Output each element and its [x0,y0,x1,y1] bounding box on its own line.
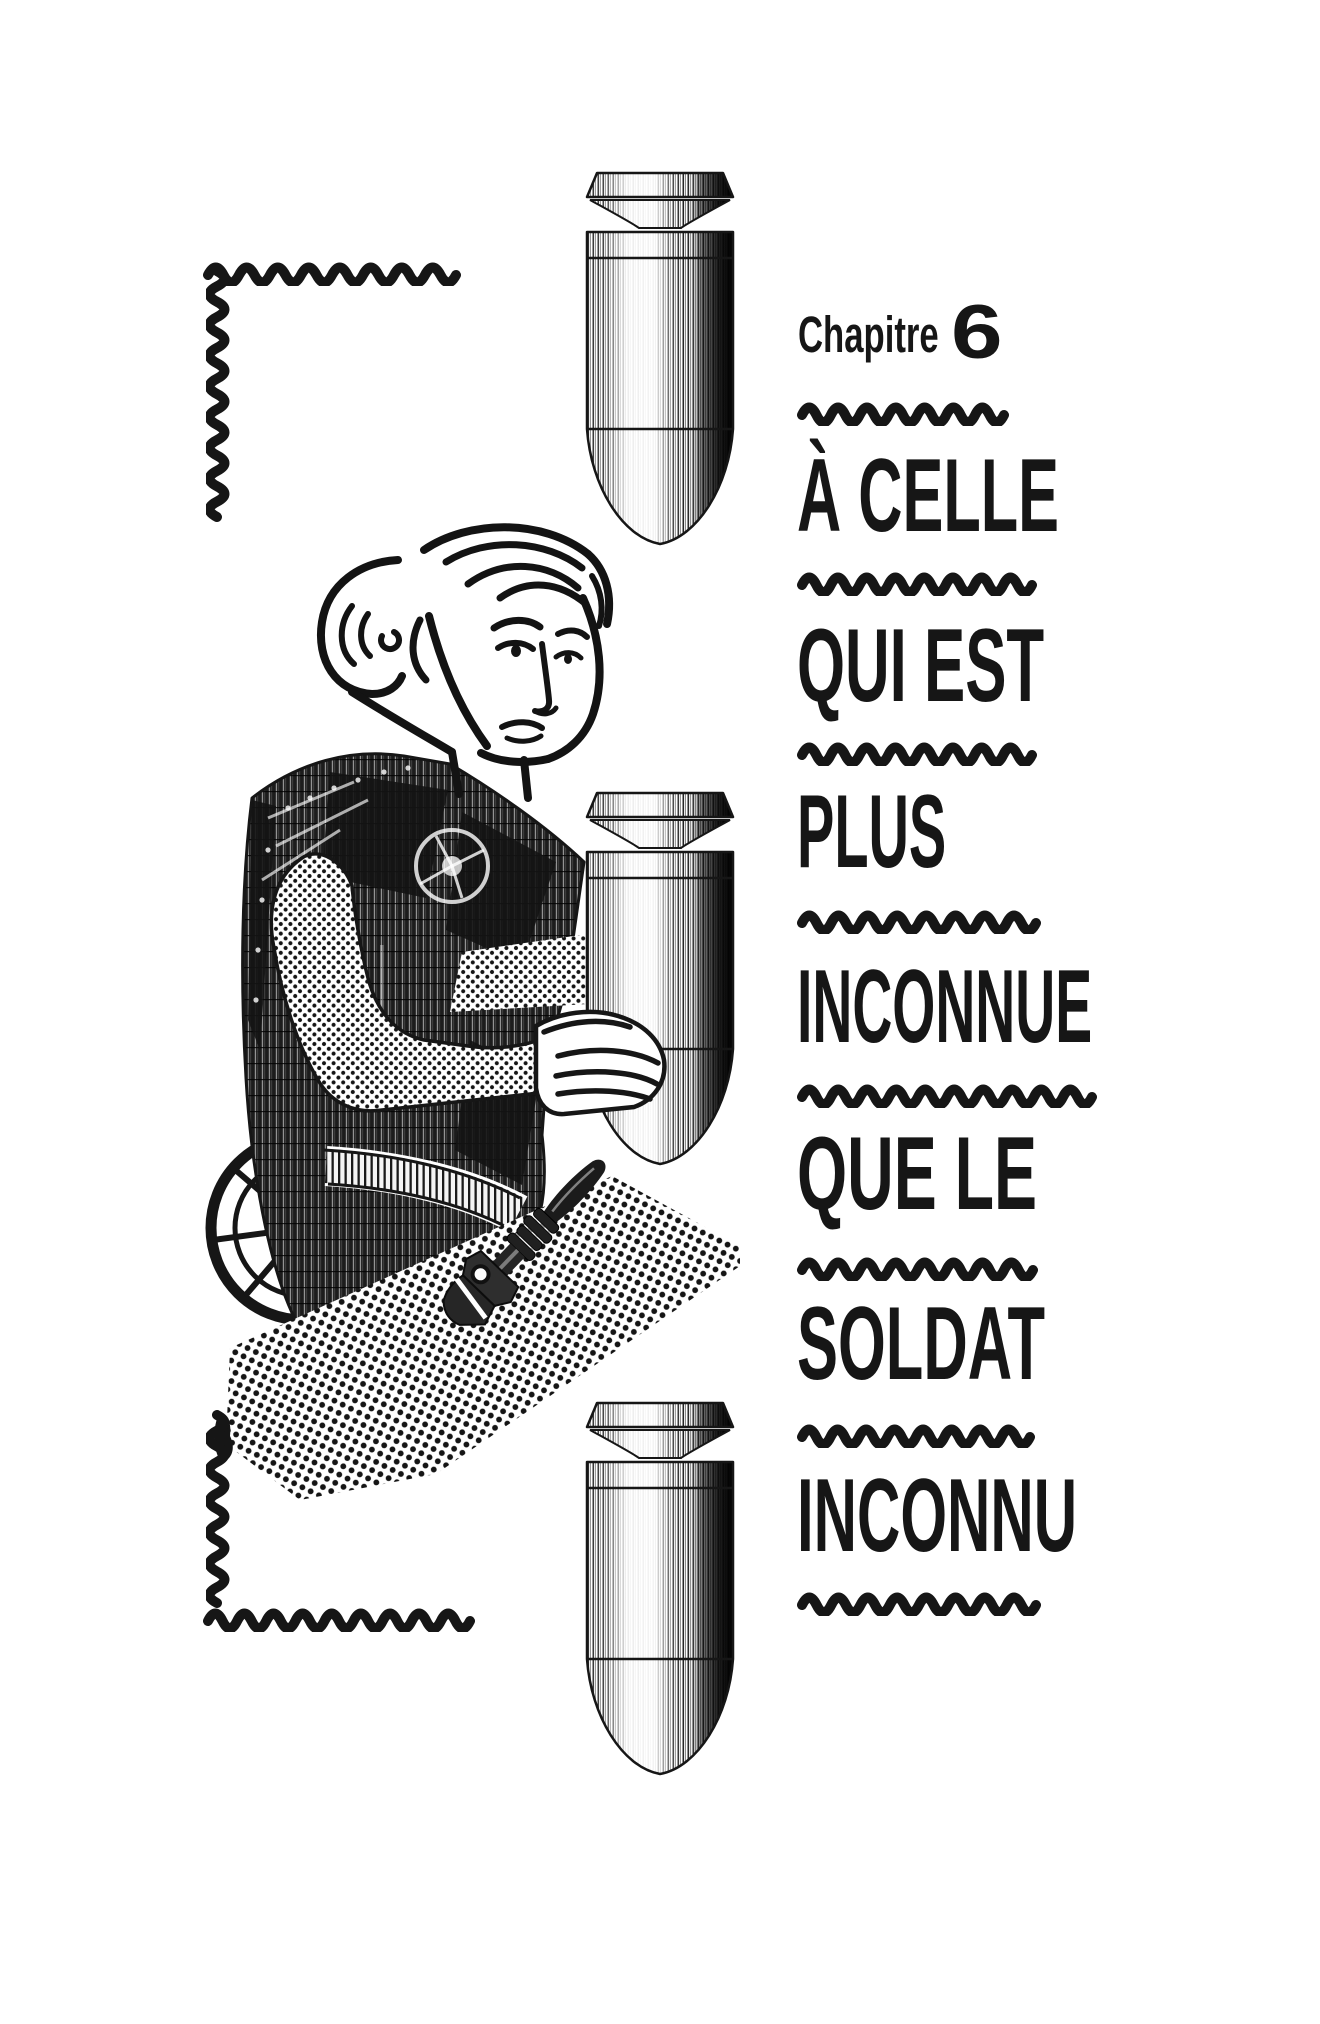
title-line-5: QUE LE [797,1116,1038,1232]
corner-bracket-bottom-left-vertical [206,1410,234,1608]
wavy-divider [797,1420,1035,1448]
corner-bracket-top-left-vertical [206,266,234,522]
title-line-3: PLUS [797,774,947,890]
wavy-divider [797,398,1009,426]
wavy-divider [797,568,1037,596]
title-line-4: INCONNUE [797,949,1093,1065]
wavy-divider [797,906,1041,934]
artillery-shell-bottom [587,1403,733,1774]
wavy-divider [797,1588,1041,1616]
title-line-2: QUI EST [797,608,1045,724]
chapter-number: 6 [951,290,1003,375]
wavy-divider [797,1253,1038,1281]
title-line-7: INCONNU [797,1458,1078,1574]
wavy-divider [797,1080,1097,1108]
hand [536,1012,664,1114]
title-line-6: SOLDAT [797,1286,1046,1402]
chapter-label: Chapitre [798,306,939,363]
wavy-divider [797,738,1037,766]
corner-bracket-bottom-left-horizontal [203,1604,475,1632]
title-line-1: À CELLE [797,438,1060,554]
corner-bracket-top-left-horizontal [203,258,461,286]
artillery-shell-top [587,173,733,544]
